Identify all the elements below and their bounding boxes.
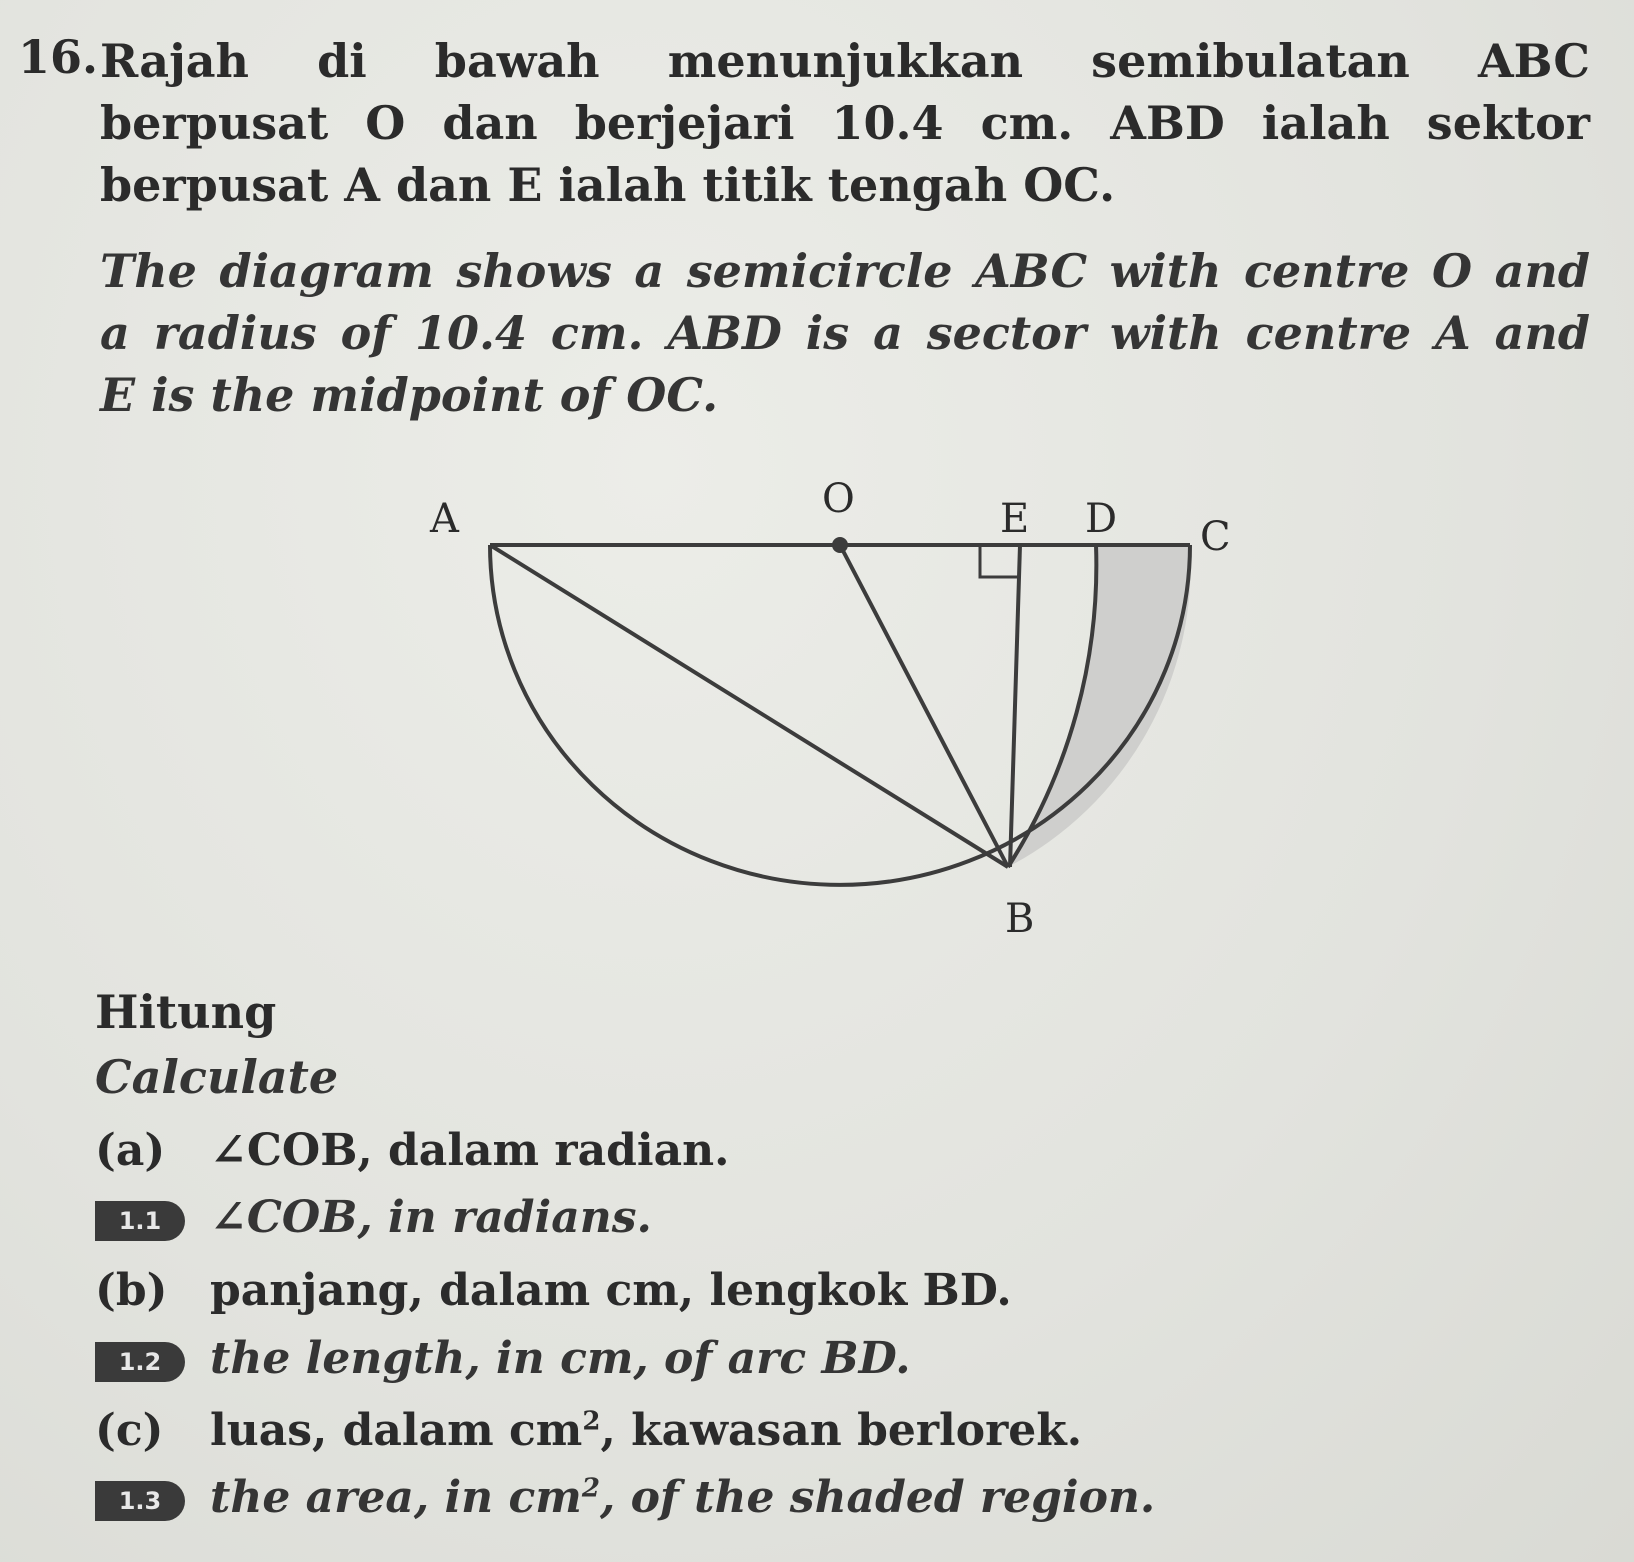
label-e: E bbox=[1000, 496, 1030, 542]
part-c-letter: (c) bbox=[95, 1405, 164, 1456]
part-b-badge: 1.2 bbox=[95, 1342, 185, 1382]
part-c-text-english-pre: the area, in cm bbox=[210, 1472, 582, 1523]
part-c-english bbox=[95, 1472, 1155, 1523]
part-c-text-malay-post: , kawasan berlorek. bbox=[600, 1405, 1083, 1456]
part-b-text-english: the length, in cm, of arc BD. bbox=[210, 1333, 911, 1384]
centre-point-o bbox=[832, 537, 848, 553]
part-c-english-sup: 2 bbox=[581, 1473, 600, 1504]
part-b-text-malay: panjang, dalam cm, lengkok BD. bbox=[210, 1265, 1012, 1316]
part-c-badge: 1.3 bbox=[95, 1481, 185, 1521]
part-a-badge: 1.1 bbox=[95, 1201, 185, 1241]
right-angle-marker bbox=[980, 545, 1018, 577]
part-b-malay bbox=[95, 1265, 1012, 1316]
part-c-malay bbox=[95, 1405, 1082, 1456]
part-a-malay bbox=[95, 1125, 729, 1176]
label-b: B bbox=[1005, 896, 1035, 942]
question-text-malay bbox=[100, 30, 1590, 216]
part-a-text-malay: ∠COB, dalam radian. bbox=[210, 1125, 730, 1176]
part-b-english bbox=[95, 1333, 911, 1384]
line-ob bbox=[840, 545, 1008, 867]
part-a-letter: (a) bbox=[95, 1125, 166, 1176]
label-a: A bbox=[430, 496, 459, 542]
part-c-text-malay-pre: luas, dalam cm bbox=[210, 1405, 583, 1456]
english-line-2: a radius of 10.4 cm. ABD is a sector with centre A and bbox=[100, 306, 1590, 360]
part-c-malay-sup: 2 bbox=[582, 1406, 601, 1437]
part-b-letter: (b) bbox=[95, 1265, 168, 1316]
english-line-1: The diagram shows a semicircle ABC with centre O and bbox=[100, 244, 1590, 298]
malay-line-2: berpusat O dan berjejari 10.4 cm. ABD ialah sektor bbox=[100, 96, 1590, 150]
malay-line-1: Rajah di bawah menunjukkan semibulatan ABC bbox=[100, 34, 1590, 88]
line-ab bbox=[490, 545, 1008, 867]
label-c: C bbox=[1200, 514, 1231, 560]
part-a-english bbox=[95, 1192, 652, 1243]
question-number: 16. bbox=[18, 30, 99, 84]
malay-line-3: berpusat A dan E ialah titik tengah OC. bbox=[100, 158, 1116, 212]
calculate-heading-malay: Hitung bbox=[95, 985, 277, 1039]
semicircle-diagram bbox=[0, 470, 1634, 950]
english-line-3: E is the midpoint of OC. bbox=[100, 368, 719, 422]
part-c-text-english-post: , of the shaded region. bbox=[599, 1472, 1156, 1523]
calculate-heading-english: Calculate bbox=[95, 1050, 339, 1104]
label-o: O bbox=[822, 476, 855, 522]
label-d: D bbox=[1085, 496, 1118, 542]
question-text-english bbox=[100, 240, 1590, 426]
line-eb bbox=[1010, 545, 1020, 867]
part-a-text-english: ∠COB, in radians. bbox=[210, 1192, 652, 1243]
